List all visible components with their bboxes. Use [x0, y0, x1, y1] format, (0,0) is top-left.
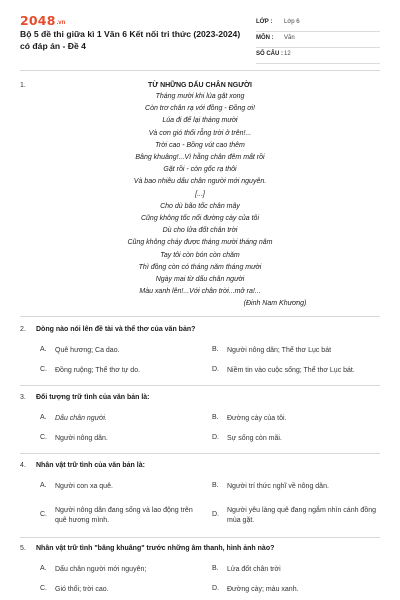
question-text: Nhân vật trữ tình "bâng khuâng" trước những âm thanh, hình ảnh nào? — [36, 545, 275, 552]
meta-label: SỐ CÂU : — [256, 51, 283, 57]
question-text: Dòng nào nói lên đề tài và thể thơ của văn bản? — [36, 326, 196, 333]
option-text: Người trí thức nghĩ về nông dân. — [227, 483, 329, 490]
question-number: 3. — [20, 394, 26, 401]
exam-meta-table — [256, 16, 380, 64]
meta-value: Lớp 6 — [284, 19, 300, 25]
poem-line: Cũng không tốc nổi đường cày của tôi — [140, 215, 260, 223]
poem-line: Cho dù bão tốc chân mây — [160, 202, 240, 210]
question-1 — [20, 80, 380, 320]
option-letter: B. — [212, 346, 219, 353]
meta-value: 12 — [284, 51, 291, 57]
poem-line: Thì đồng còn có tháng năm tháng mười — [138, 263, 262, 271]
section-divider — [20, 385, 380, 386]
question-2 — [20, 326, 380, 378]
question-3 — [20, 394, 380, 446]
option-letter: B. — [212, 482, 219, 489]
poem-line: Gặt rồi - còn gốc rạ thôi — [163, 166, 237, 174]
section-divider — [20, 70, 380, 71]
option-letter: B. — [212, 414, 219, 421]
poem-line: Dù cho lửa đốt chân trời — [162, 227, 238, 235]
option-letter: B. — [212, 565, 219, 572]
option-text: Dấu chân người mới nguyên; — [55, 566, 147, 573]
option-letter: C. — [40, 511, 47, 518]
poem-line: Còn trơ chân rạ với đồng - Đồng ơi! — [145, 105, 255, 113]
question-head — [20, 462, 380, 474]
poem-line: [...] — [195, 190, 205, 198]
section-divider — [20, 453, 380, 454]
question-text: Đối tượng trữ tình của văn bản là: — [36, 394, 150, 401]
question-number: 2. — [20, 326, 26, 333]
question-5 — [20, 545, 380, 597]
poem-title: TỪ NHỮNG DẤU CHÂN NGƯỜI — [148, 82, 252, 89]
poem-line: Màu xanh lên!...Với chân trời...mở ra!... — [139, 288, 261, 296]
question-number: 5. — [20, 545, 26, 552]
option-text: Người con xa quê. — [55, 483, 113, 490]
option-text: Gió thổi; trời cao. — [55, 586, 109, 593]
option-letter: D. — [212, 366, 219, 373]
question-head — [20, 326, 380, 338]
poem-line: Ngày mai từ dấu chân người — [155, 276, 245, 284]
poem-line: Lúa đi để lại tháng mười — [162, 117, 238, 125]
question-4 — [20, 462, 380, 534]
logo-domain: .vn — [56, 20, 66, 26]
option-letter: C. — [40, 434, 47, 441]
section-divider — [20, 316, 380, 317]
meta-row-count — [256, 48, 380, 64]
site-logo[interactable] — [20, 12, 65, 26]
option-letter: A. — [40, 565, 47, 572]
option-text: Đường cày; màu xanh. — [227, 586, 299, 593]
poem-line: Tay tôi còn bón còn chăm — [160, 251, 240, 259]
option-text: Dấu chân người. — [55, 415, 107, 422]
section-divider — [20, 537, 380, 538]
option-text: Đường cày của tôi. — [227, 415, 287, 422]
poem-line: Tháng mười khi lúa gặt xong — [155, 93, 245, 100]
option-text: Người yêu làng quê đang ngắm nhìn cánh đồng mùa gặt. — [227, 507, 376, 524]
meta-value: Văn — [284, 35, 295, 41]
meta-label: LỚP : — [256, 19, 273, 25]
option-text: Người nông dân. — [55, 435, 108, 442]
question-number: 4. — [20, 462, 26, 469]
option-letter: A. — [40, 482, 47, 489]
option-letter: A. — [40, 346, 47, 353]
option-text: Quê hương; Ca dao. — [55, 347, 120, 354]
question-head — [20, 545, 380, 557]
poem-line: Trời cao - Bồng vút cao thêm — [155, 141, 245, 149]
meta-label: MÔN : — [256, 35, 274, 41]
poem-line: Cũng không cháy được tháng mười tháng năm — [127, 239, 273, 247]
option-text: Đồng ruộng; Thể thơ tự do. — [55, 367, 141, 374]
option-letter: D. — [212, 585, 219, 592]
question-number: 1. — [20, 82, 26, 89]
question-head — [20, 394, 380, 406]
option-letter: D. — [212, 511, 219, 518]
meta-row-subject — [256, 32, 380, 48]
option-text: Lửa đốt chân trời — [227, 566, 281, 573]
logo-number: 2048 — [20, 13, 56, 28]
poem-line: Bâng khuâng!...Vì hằng chân đêm mất rồi — [135, 154, 265, 162]
question-text: Nhân vật trữ tình của văn bản là: — [36, 462, 145, 469]
exam-title: Bộ 5 đề thi giữa kì 1 Văn 6 Kết nối tri thức (2023-2024) có đáp án - Đề 4 — [20, 29, 241, 51]
option-letter: C. — [40, 585, 47, 592]
option-letter: C. — [40, 366, 47, 373]
option-text: Người nông dân đang sống và lao động trên quê hương mình. — [55, 507, 193, 524]
option-letter: A. — [40, 414, 47, 421]
page-header — [0, 0, 400, 66]
option-text: Niềm tin vào cuộc sống; Thể thơ Lục bát. — [227, 367, 355, 374]
option-letter: D. — [212, 434, 219, 441]
option-text: Sự sống còn mãi. — [227, 435, 282, 442]
poem — [20, 80, 380, 310]
poem-line: Và bao nhiêu dấu chân người mới nguyên. — [133, 178, 267, 186]
meta-row-class — [256, 16, 380, 32]
poem-author: (Đinh Nam Khương) — [243, 300, 307, 308]
poem-line: Và cơn gió thổi rỗng trời ở trên!... — [148, 129, 252, 137]
option-text: Người nông dân; Thể thơ Lục bát — [227, 347, 332, 354]
